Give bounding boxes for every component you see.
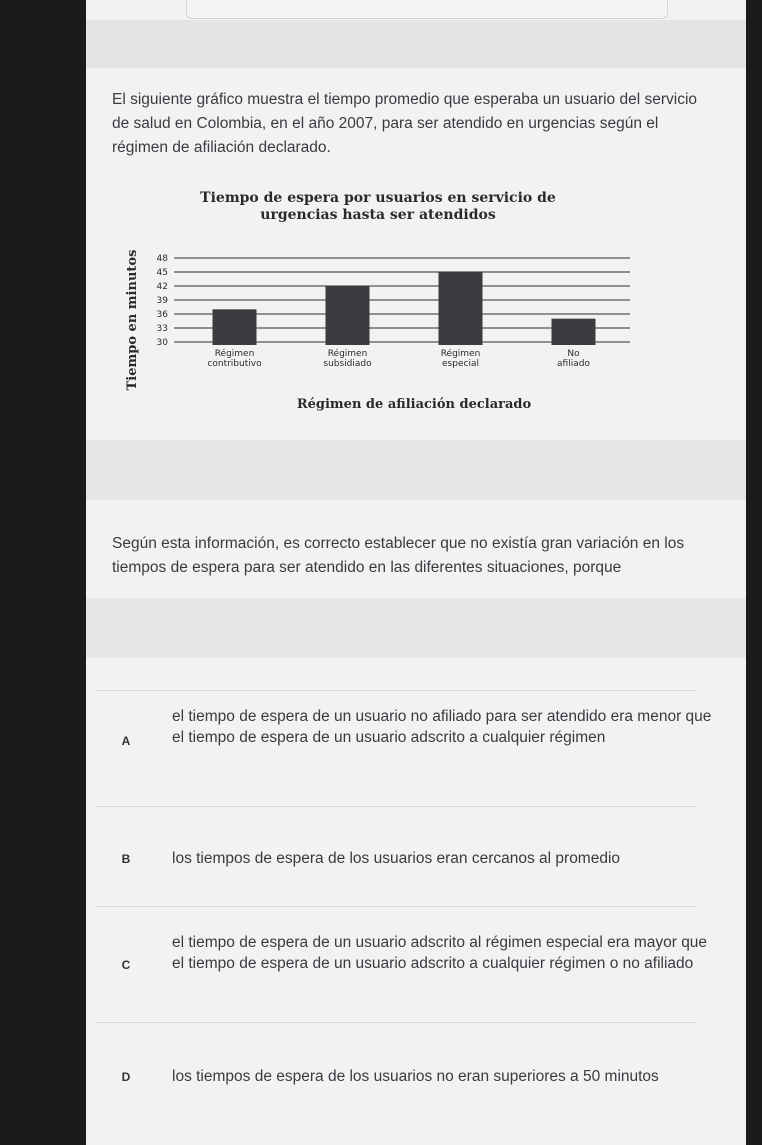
y-tick-label: 42: [156, 282, 168, 292]
x-category-label: especial: [442, 359, 479, 369]
y-tick-label: 39: [156, 296, 168, 306]
bar: [552, 319, 596, 345]
option-text: los tiempos de espera de los usuarios no eran superiores a 50 minutos: [172, 1068, 659, 1085]
bar: [213, 309, 257, 345]
y-tick-label: 48: [156, 254, 168, 264]
x-category-label: subsidiado: [323, 359, 372, 369]
option-d[interactable]: [86, 1066, 746, 1090]
option-a[interactable]: [86, 706, 746, 786]
option-text: el tiempo de espera de un usuario no afiliado para ser atendido era menor que el tiempo de espera de un usuario adscrito a cualquier régimen: [172, 708, 712, 746]
option-letter: D: [121, 1070, 131, 1084]
separator: [96, 806, 696, 807]
y-tick-label: 36: [156, 310, 168, 320]
option-c[interactable]: [86, 932, 746, 1002]
section-divider-band: [86, 440, 746, 500]
x-category-label: Régimen: [440, 349, 481, 359]
x-category-label: No: [567, 349, 580, 359]
bar: [326, 286, 370, 345]
x-category-label: contributivo: [207, 359, 262, 369]
question-text: Según esta información, es correcto establecer que no existía gran variación en los tiempos de espera para ser atendido en las diferentes situaciones, porque: [112, 535, 685, 576]
option-letter: A: [121, 734, 131, 748]
bar-chart: [118, 190, 638, 420]
x-category-label: afiliado: [557, 359, 590, 369]
option-text: los tiempos de espera de los usuarios eran cercanos al promedio: [172, 850, 621, 867]
option-letter: C: [121, 958, 131, 972]
intro-text: El siguiente gráfico muestra el tiempo promedio que esperaba un usuario del servicio de salud en Colombia, en el año 2007, para ser atendido en urgencias según el régimen de afiliación declarado.: [112, 91, 698, 156]
bar: [439, 272, 483, 345]
y-tick-label: 33: [156, 324, 168, 334]
chart-title: Tiempo de espera por usuarios en servicio de urgencias hasta ser atendidos: [200, 190, 556, 223]
section-divider-band: [86, 598, 746, 658]
option-text: el tiempo de espera de un usuario adscrito al régimen especial era mayor que el tiempo de espera de un usuario adscrito a cualquier régimen o no afiliado: [172, 934, 708, 972]
option-b[interactable]: [86, 848, 746, 872]
y-axis-label: Tiempo en minutos: [125, 249, 140, 391]
chart: [118, 190, 638, 420]
header-band: [86, 20, 746, 68]
x-axis-label: Régimen de afiliación declarado: [296, 397, 532, 412]
y-tick-label: 45: [156, 268, 168, 278]
previous-answer-box: [186, 0, 668, 19]
x-category-label: Régimen: [214, 349, 255, 359]
option-letter: B: [121, 852, 131, 866]
separator: [96, 690, 696, 691]
separator: [96, 1022, 696, 1023]
x-category-label: Régimen: [327, 349, 368, 359]
y-tick-label: 30: [156, 338, 168, 348]
separator: [96, 906, 696, 907]
